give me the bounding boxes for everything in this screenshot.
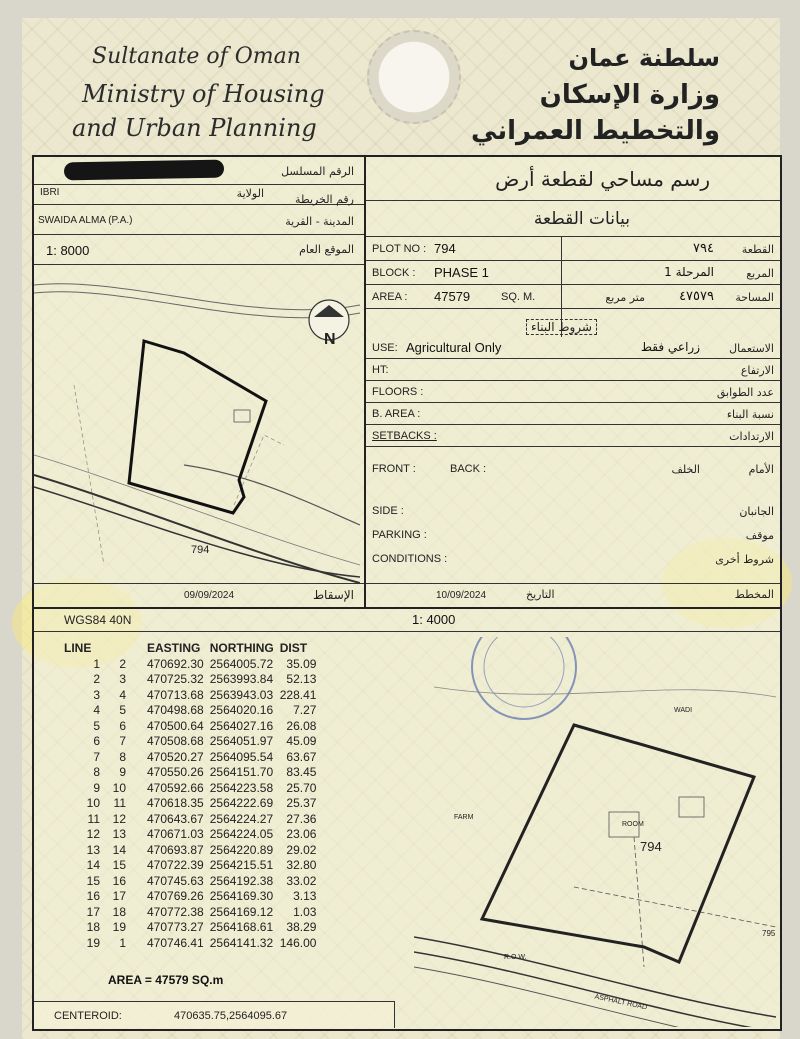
cell-line-to: 5 — [119, 703, 126, 717]
cell-line-to: 11 — [113, 796, 126, 810]
survey-date: 10/09/2024 — [436, 590, 487, 601]
cell-dist: 1.03 — [293, 904, 317, 919]
cell-easting: 470671.03 — [147, 827, 204, 841]
cell-easting: 470746.41 — [147, 935, 204, 950]
redacted-serial — [64, 160, 224, 181]
area-ar-value: ٤٧٥٧٩ — [679, 289, 714, 304]
cell-northing: 2564169.12 — [209, 904, 274, 919]
cell-line-to: 1 — [119, 935, 126, 950]
cell-easting: 470592.66 — [147, 780, 204, 795]
front-ar-label: الأمام — [748, 463, 774, 476]
detail-plot-outline — [482, 725, 754, 962]
floors-ar-label: عدد الطوابق — [716, 386, 774, 399]
detail-plot-label: 794 — [640, 839, 662, 854]
use-row — [366, 337, 780, 359]
table-row — [46, 812, 319, 828]
cell-northing: 2564215.51 — [209, 858, 274, 872]
area-ar-label: المساحة — [735, 291, 774, 304]
area-row — [366, 285, 780, 309]
location-date: 09/09/2024 — [184, 590, 235, 601]
cell-dist: 23.06 — [286, 827, 317, 841]
plot-data-title-row — [366, 201, 780, 237]
wilayat-row — [34, 185, 364, 205]
cell-dist: 52.13 — [286, 672, 317, 686]
cell-northing: 2564151.70 — [209, 765, 274, 779]
header-ar-line2: وزارة الإسكان — [539, 80, 720, 110]
cell-line-to: 10 — [112, 780, 126, 795]
cell-line-from: 7 — [93, 749, 100, 764]
village-row — [34, 205, 364, 235]
parking-label: PARKING : — [372, 529, 427, 541]
table-row — [46, 936, 319, 952]
cell-easting: 470618.35 — [147, 796, 204, 810]
cell-line-from: 18 — [86, 920, 100, 934]
plot-outline — [129, 341, 266, 513]
block-label: BLOCK : — [372, 267, 416, 279]
location-scale: 1: 8000 — [46, 243, 90, 258]
table-row — [46, 765, 319, 781]
cell-line-from: 9 — [93, 780, 100, 795]
floors-row — [366, 381, 780, 403]
plot-data-title: بيانات القطعة — [533, 209, 630, 229]
block-ar-value: المرحلة 1 — [664, 265, 714, 279]
date-row — [366, 583, 780, 605]
map-number-label: رقم الخريطة — [295, 193, 354, 206]
table-row — [46, 889, 319, 905]
location-label: الموقع العام — [299, 243, 354, 256]
area-value: 47579 — [434, 289, 471, 304]
cell-dist: 7.27 — [293, 703, 317, 717]
village-label: المدينة - القرية — [285, 215, 354, 228]
conditions-ar-label: شروط أخرى — [715, 553, 774, 566]
table-row — [46, 858, 319, 874]
cell-dist: 26.08 — [286, 718, 317, 733]
cell-line-from: 5 — [93, 718, 100, 733]
cell-dist: 25.37 — [286, 796, 317, 810]
cell-dist: 27.36 — [286, 811, 317, 826]
back-label: BACK : — [450, 463, 487, 475]
header-en-line3: and Urban Planning — [72, 114, 317, 142]
cell-line-to: 17 — [112, 889, 126, 903]
cell-northing: 2564027.16 — [209, 718, 274, 733]
col-header-line: LINE — [64, 641, 92, 655]
cell-line-to: 13 — [112, 827, 126, 841]
cell-easting: 470520.27 — [147, 749, 204, 764]
plot-data-panel — [364, 155, 782, 609]
cell-dist: 32.80 — [286, 858, 317, 872]
col-header-dist: DIST — [279, 641, 308, 655]
cell-dist: 29.02 — [286, 842, 317, 857]
table-row — [46, 796, 319, 812]
table-row — [46, 703, 319, 719]
area-label: AREA : — [372, 291, 408, 303]
wadi-label: WADI — [674, 707, 693, 714]
use-ar-label: الاستعمال — [729, 342, 774, 355]
use-value: Agricultural Only — [406, 340, 502, 355]
block-row — [366, 261, 780, 285]
cell-line-to: 4 — [119, 687, 126, 702]
cell-line-from: 12 — [86, 827, 100, 841]
cell-easting: 470643.67 — [147, 811, 204, 826]
table-row — [46, 672, 319, 688]
header-en-line2: Ministry of Housing — [82, 80, 325, 108]
location-map — [34, 265, 360, 583]
cell-line-from: 1 — [93, 656, 100, 671]
cell-dist: 45.09 — [286, 734, 317, 748]
table-row — [46, 920, 319, 936]
cell-line-from: 15 — [86, 873, 100, 888]
cell-line-to: 16 — [112, 873, 126, 888]
survey-title: رسم مساحي لقطعة أرض — [495, 167, 710, 191]
cell-easting: 470745.63 — [147, 873, 204, 888]
centeroid-value: 470635.75,2564095.67 — [174, 1010, 288, 1022]
cell-northing: 2564222.69 — [209, 796, 274, 810]
setbacks-ar-label: الارتدادات — [729, 430, 774, 443]
cell-dist: 38.29 — [286, 920, 317, 934]
ht-ar-label: الارتفاع — [740, 364, 774, 377]
cell-line-from: 3 — [93, 687, 100, 702]
cell-line-from: 10 — [86, 796, 100, 810]
cell-easting: 470500.64 — [147, 718, 204, 733]
plot-no-row — [366, 237, 780, 261]
table-row — [46, 750, 319, 766]
cell-easting: 470713.68 — [147, 687, 204, 702]
serial-label: الرقم المسلسل — [281, 165, 354, 178]
area-ar-unit: متر مربع — [605, 291, 645, 304]
date-ar-label: التاريخ — [526, 588, 555, 601]
plot-no-ar-label: القطعة — [741, 243, 774, 256]
table-row — [46, 657, 319, 673]
projection-row — [34, 583, 364, 605]
cell-dist: 228.41 — [279, 687, 317, 702]
cell-easting: 470498.68 — [147, 703, 204, 717]
cell-line-from: 17 — [86, 904, 100, 919]
header-ar-line3: والتخطيط العمراني — [471, 116, 720, 146]
table-row — [46, 734, 319, 750]
cell-dist: 63.67 — [286, 749, 317, 764]
back-ar-label: الخلف — [671, 463, 700, 476]
cell-northing: 2563943.03 — [209, 687, 274, 702]
col-header-easting: EASTING — [147, 641, 201, 655]
front-label: FRONT : — [372, 463, 416, 475]
cell-easting: 470550.26 — [147, 765, 204, 779]
cell-dist: 146.00 — [279, 935, 317, 950]
room-label: ROOM — [622, 821, 644, 828]
cell-line-to: 15 — [112, 858, 126, 872]
wilayat-label: الولاية — [236, 187, 264, 200]
col-header-northing: NORTHING — [209, 641, 274, 655]
table-header-row — [46, 641, 319, 657]
asphalt-road-label: ASPHALT ROAD — [593, 993, 648, 1012]
location-panel — [32, 155, 366, 609]
neighbor-plot-label: 795 — [762, 929, 776, 938]
cell-easting: 470508.68 — [147, 734, 204, 748]
cell-dist: 35.09 — [286, 656, 317, 671]
cell-line-from: 16 — [86, 889, 100, 903]
cell-line-to: 19 — [112, 920, 126, 934]
survey-sheet — [22, 18, 780, 1039]
cell-northing: 2564220.89 — [209, 842, 274, 857]
table-row — [46, 874, 319, 890]
cell-northing: 2564141.32 — [209, 935, 274, 950]
cell-dist: 25.70 — [286, 780, 317, 795]
cell-northing: 2564224.05 — [209, 827, 274, 841]
cell-northing: 2564224.27 — [209, 811, 274, 826]
table-row — [46, 843, 319, 859]
header-ar-line1: سلطنة عمان — [568, 44, 720, 72]
cell-line-to: 9 — [119, 765, 126, 779]
serial-row — [34, 157, 364, 185]
cell-northing: 2564095.54 — [209, 749, 274, 764]
side-label: SIDE : — [372, 505, 404, 517]
cell-northing: 2564005.72 — [209, 656, 274, 671]
cell-line-to: 8 — [119, 749, 126, 764]
cell-northing: 2564192.38 — [209, 873, 274, 888]
row-label: R.O.W. — [504, 954, 527, 961]
cell-easting: 470725.32 — [147, 672, 204, 686]
setbacks-label: SETBACKS : — [372, 430, 437, 442]
cell-northing: 2563993.84 — [209, 672, 274, 686]
parking-ar-label: موقف — [745, 529, 774, 542]
cell-easting: 470773.27 — [147, 920, 204, 934]
use-label: USE: — [372, 342, 398, 354]
cell-line-from: 14 — [86, 858, 100, 872]
area-total: AREA = 47579 SQ.m — [108, 973, 224, 987]
village-value: SWAIDA ALMA (P.A.) — [38, 215, 133, 226]
location-plot-label: 794 — [191, 544, 210, 556]
use-ar-value: زراعي فقط — [640, 340, 700, 354]
table-row — [46, 827, 319, 843]
cell-line-to: 18 — [112, 904, 126, 919]
survey-title-row — [366, 157, 780, 201]
cell-northing: 2564168.61 — [209, 920, 274, 934]
cell-line-to: 7 — [119, 734, 126, 748]
cell-line-from: 8 — [93, 765, 100, 779]
farm-label: FARM — [454, 814, 474, 821]
centeroid-label: CENTEROID: — [54, 1010, 122, 1022]
block-ar-label: المربع — [746, 267, 774, 280]
cell-easting: 470722.39 — [147, 858, 204, 872]
table-row — [46, 688, 319, 704]
side-ar-label: الجانبان — [739, 505, 774, 518]
area-unit: SQ. M. — [501, 291, 536, 303]
plot-no-ar-value: ٧٩٤ — [693, 241, 714, 256]
cell-line-from: 6 — [93, 734, 100, 748]
barea-row — [366, 403, 780, 425]
barea-label: B. AREA : — [372, 408, 421, 420]
cell-northing: 2564169.30 — [209, 889, 274, 903]
detail-map — [414, 637, 776, 1027]
north-label: N — [324, 331, 336, 348]
setbacks-row — [366, 425, 780, 447]
building-conditions-header: شروط البناء — [526, 319, 597, 335]
cell-line-from: 19 — [86, 935, 100, 950]
block-value: PHASE 1 — [434, 265, 489, 280]
front-back-row — [366, 447, 780, 476]
cell-northing: 2564020.16 — [209, 703, 274, 717]
cell-dist: 33.02 — [286, 873, 317, 888]
cell-line-to: 14 — [112, 842, 126, 857]
cell-line-from: 2 — [93, 672, 100, 686]
cell-easting: 470772.38 — [147, 904, 204, 919]
projection-label: الإسقاط — [312, 588, 354, 602]
plot-no-label: PLOT NO : — [372, 243, 427, 255]
coordinates-panel — [32, 607, 782, 1031]
cell-line-from: 11 — [87, 811, 100, 826]
conditions-label: CONDITIONS : — [372, 553, 448, 565]
cell-line-from: 13 — [86, 842, 100, 857]
header-en-line1: Sultanate of Oman — [92, 44, 301, 69]
ministry-emblem-watermark — [367, 30, 461, 124]
cell-dist: 3.13 — [293, 889, 317, 903]
cell-easting: 470692.30 — [147, 656, 204, 671]
cell-line-to: 3 — [119, 672, 126, 686]
detail-scale: 1: 4000 — [412, 612, 456, 627]
floors-label: FLOORS : — [372, 386, 424, 398]
plot-no-value: 794 — [434, 241, 456, 256]
cell-line-to: 2 — [119, 656, 126, 671]
table-row — [46, 905, 319, 921]
wilayat-value: IBRI — [40, 187, 60, 198]
cell-easting: 470769.26 — [147, 889, 204, 903]
cell-dist: 83.45 — [286, 765, 317, 779]
table-row — [46, 719, 319, 735]
ht-row — [366, 359, 780, 381]
ht-label: HT: — [372, 364, 389, 376]
datum-label: WGS84 40N — [64, 613, 132, 627]
cell-easting: 470693.87 — [147, 842, 204, 857]
cell-line-to: 12 — [112, 811, 126, 826]
planner-ar-label: المخطط — [734, 588, 774, 601]
cell-line-from: 4 — [93, 703, 100, 717]
cell-line-to: 6 — [119, 718, 126, 733]
cell-northing: 2564223.58 — [209, 780, 274, 795]
scale-row — [34, 235, 364, 265]
cell-northing: 2564051.97 — [209, 734, 274, 748]
barea-ar-label: نسبة البناء — [726, 408, 774, 421]
centeroid-row — [34, 1001, 395, 1028]
coordinates-table — [46, 641, 319, 951]
table-row — [46, 781, 319, 797]
